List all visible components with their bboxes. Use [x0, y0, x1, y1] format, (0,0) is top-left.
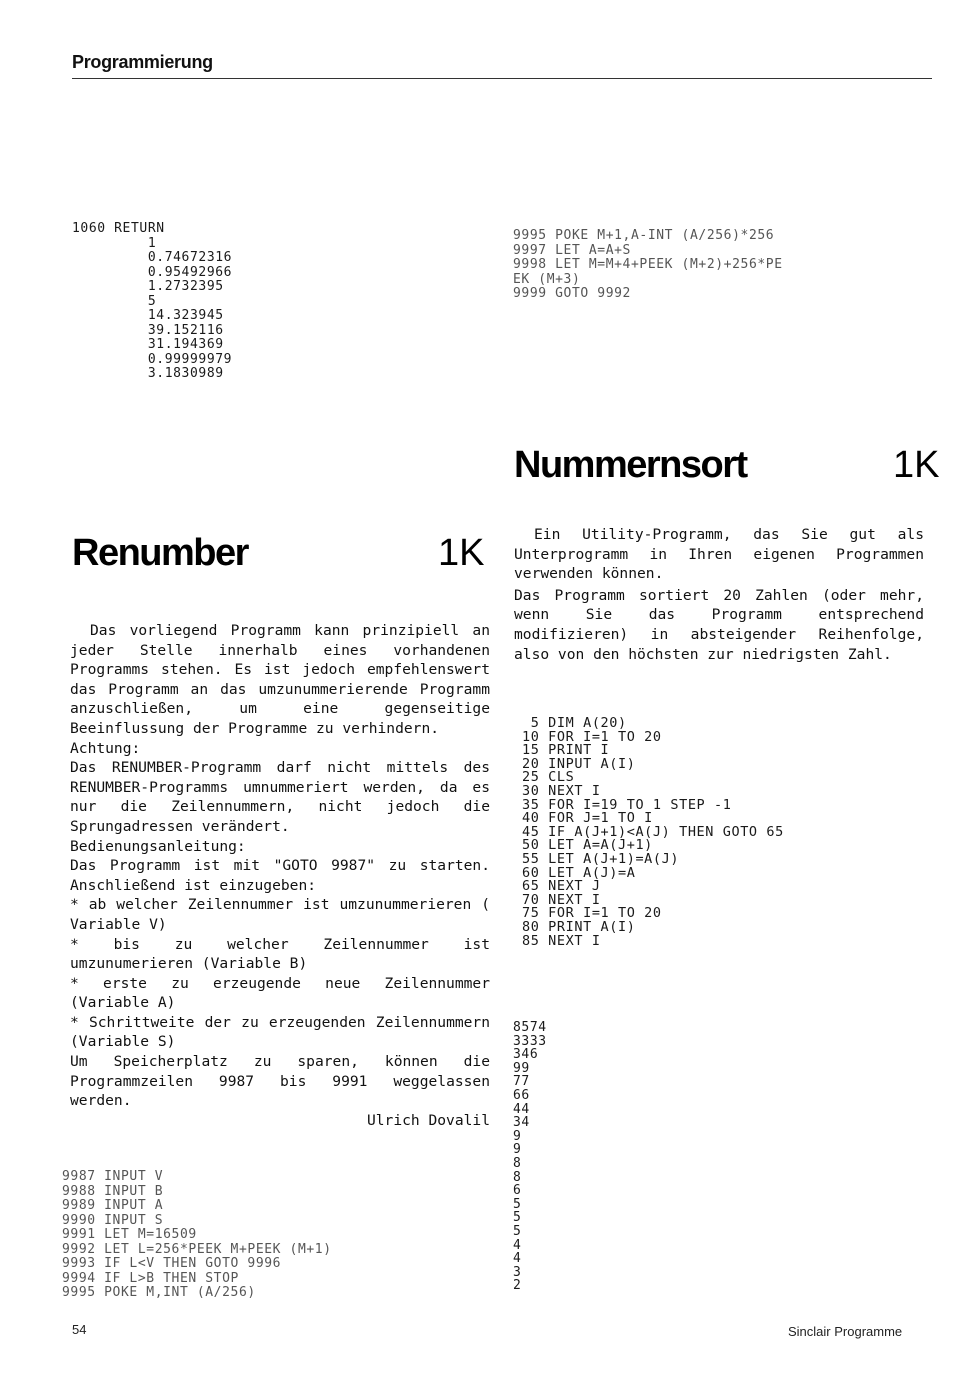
renumber-title: Renumber — [72, 532, 248, 574]
output-line: 66 — [513, 1087, 530, 1103]
output-line: 8 — [513, 1155, 522, 1171]
code-line: 85 NEXT I — [522, 932, 601, 949]
output-line: 3333 — [513, 1033, 547, 1049]
nummernsort-paragraph: Ein Utility-Programm, das Sie gut als Unterprogramm in Ihren eigenen Programmen verwenden können. — [514, 526, 924, 583]
code-line: 70 NEXT I — [522, 891, 601, 908]
code-line: 1.2732395 — [72, 279, 224, 294]
nummernsort-paragraph: Das Programm sortiert 20 Zahlen (oder mehr, wenn Sie das Programm entsprechend modifizieren) in absteigender Reihenfolge, also von den höchsten zur niedrigsten Zahl. — [514, 586, 924, 663]
code-line: 60 LET A(J)=A — [522, 864, 636, 881]
output-line: 34 — [513, 1115, 530, 1131]
code-line: 0.99999979 — [72, 351, 233, 367]
output-line: 99 — [513, 1060, 530, 1076]
output-line: 8 — [513, 1169, 522, 1185]
code-line: 9988 INPUT B — [62, 1183, 164, 1199]
output-line: 5 — [513, 1196, 522, 1212]
renumber-paragraph: * bis zu welcher Zeilennummer ist umzunumerieren (Variable B) — [70, 935, 490, 973]
output-line: 6 — [513, 1183, 522, 1199]
output-line: 346 — [513, 1047, 539, 1063]
nummernsort-listing — [522, 717, 784, 948]
code-line: 5 DIM A(20) — [522, 715, 627, 731]
code-line: 20 INPUT A(I) — [522, 755, 636, 772]
code-line: 9995 POKE M,INT (A/256) — [62, 1285, 256, 1300]
code-line: 9995 POKE M+1,A-INT (A/256)*256 — [513, 228, 775, 243]
output-line: 9 — [513, 1142, 522, 1158]
renumber-paragraph: * erste zu erzeugende neue Zeilennummer (Variable A) — [70, 974, 490, 1012]
nummernsort-output — [513, 1021, 547, 1293]
code-line: 25 CLS — [522, 769, 575, 786]
renumber-listing — [62, 1170, 332, 1301]
code-line: 1 — [72, 235, 157, 251]
code-line: 3.1830989 — [72, 366, 224, 381]
output-line: 4 — [513, 1251, 522, 1267]
code-line: 9990 INPUT S — [62, 1212, 164, 1228]
code-line: 30 NEXT I — [522, 782, 601, 799]
output-line: 77 — [513, 1074, 530, 1090]
code-line: 9992 LET L=256*PEEK M+PEEK (M+1) — [62, 1241, 332, 1257]
renumber-paragraph: Um Speicherplatz zu sparen, können die Programmzeilen 9987 bis 9991 weggelassen werden. — [70, 1053, 490, 1110]
code-line: 65 NEXT J — [522, 878, 601, 895]
output-line: 2 — [513, 1278, 522, 1294]
code-line: 9997 LET A=A+S — [513, 242, 631, 258]
code-line: 35 FOR I=19 TO 1 STEP -1 — [522, 796, 732, 813]
publication-name: Sinclair Programme — [788, 1324, 903, 1339]
page-number: 54 — [72, 1322, 87, 1337]
nummernsort-title: Nummernsort — [514, 444, 747, 486]
nummernsort-size: 1K — [893, 444, 940, 486]
top-left-listing — [72, 222, 232, 382]
nummernsort-body — [514, 525, 924, 664]
section-header: Programmierung — [72, 52, 213, 72]
renumber-paragraph: * ab welcher Zeilennummer ist umzunummerieren ( Variable V) — [70, 896, 490, 933]
header-rule — [72, 78, 932, 79]
renumber-paragraph: Das vorliegend Programm kann prinzipiell an jeder Stelle innerhalb eines vorhandenen Programms stehen. Es ist jedoch empfehlenswert das Programm an das umzunummerierende Programm anzuschließen, um eine gegenseitige Beeinflussung der Programme zu verhindern. — [70, 622, 490, 737]
code-line: 55 LET A(J+1)=A(J) — [522, 850, 680, 867]
code-line: 0.74672316 — [72, 250, 233, 265]
code-line: 80 PRINT A(I) — [522, 918, 636, 935]
renumber-paragraph: Bedienungsanleitung: — [70, 837, 246, 855]
code-line: 5 — [72, 293, 157, 309]
output-line: 3 — [513, 1264, 522, 1280]
code-line: 9998 LET M=M+4+PEEK (M+2)+256*PE — [513, 257, 783, 272]
renumber-paragraph: Achtung: — [70, 739, 141, 757]
renumber-size: 1K — [438, 532, 485, 574]
output-line: 5 — [513, 1210, 522, 1226]
code-line: 9994 IF L>B THEN STOP — [62, 1270, 239, 1286]
code-line: EK (M+3) — [513, 271, 581, 287]
output-line: 4 — [513, 1237, 522, 1253]
renumber-paragraph: Das RENUMBER-Programm darf nicht mittels des RENUMBER-Programms umnummeriert werden, da es nur die Zeilennummern, nicht jedoch die Sprungadressen verändert. — [70, 759, 490, 835]
code-line: 45 IF A(J+1)<A(J) THEN GOTO 65 — [522, 823, 784, 840]
code-line: 9993 IF L<V THEN GOTO 9996 — [62, 1256, 282, 1271]
code-line: 0.95492966 — [72, 264, 233, 280]
code-line: 75 FOR I=1 TO 20 — [522, 905, 662, 922]
output-line: 5 — [513, 1223, 522, 1239]
code-line: 39.152116 — [72, 322, 224, 338]
code-line: 10 FOR I=1 TO 20 — [522, 728, 662, 745]
output-line: 9 — [513, 1128, 522, 1144]
renumber-author: Ulrich Dovalil — [366, 1111, 490, 1129]
renumber-paragraph: Das Programm ist mit "GOTO 9987" zu starten. Anschließend ist einzugeben: — [70, 857, 490, 894]
code-line: 9987 INPUT V — [62, 1169, 164, 1184]
code-line: 14.323945 — [72, 308, 224, 323]
renumber-paragraph: * Schrittweite der zu erzeugenden Zeilennummern (Variable S) — [70, 1013, 490, 1051]
code-line: 15 PRINT I — [522, 742, 610, 759]
code-line: 9999 GOTO 9992 — [513, 286, 631, 301]
code-line: 1060 RETURN — [72, 221, 165, 236]
output-line: 8574 — [513, 1020, 547, 1035]
top-right-listing — [513, 229, 783, 302]
renumber-body — [70, 621, 490, 1130]
code-line: 9989 INPUT A — [62, 1198, 164, 1213]
code-line: 31.194369 — [72, 337, 224, 352]
code-line: 9991 LET M=16509 — [62, 1227, 197, 1242]
output-line: 44 — [513, 1101, 530, 1117]
code-line: 50 LET A=A(J+1) — [522, 837, 653, 854]
code-line: 40 FOR J=1 TO I — [522, 810, 653, 827]
